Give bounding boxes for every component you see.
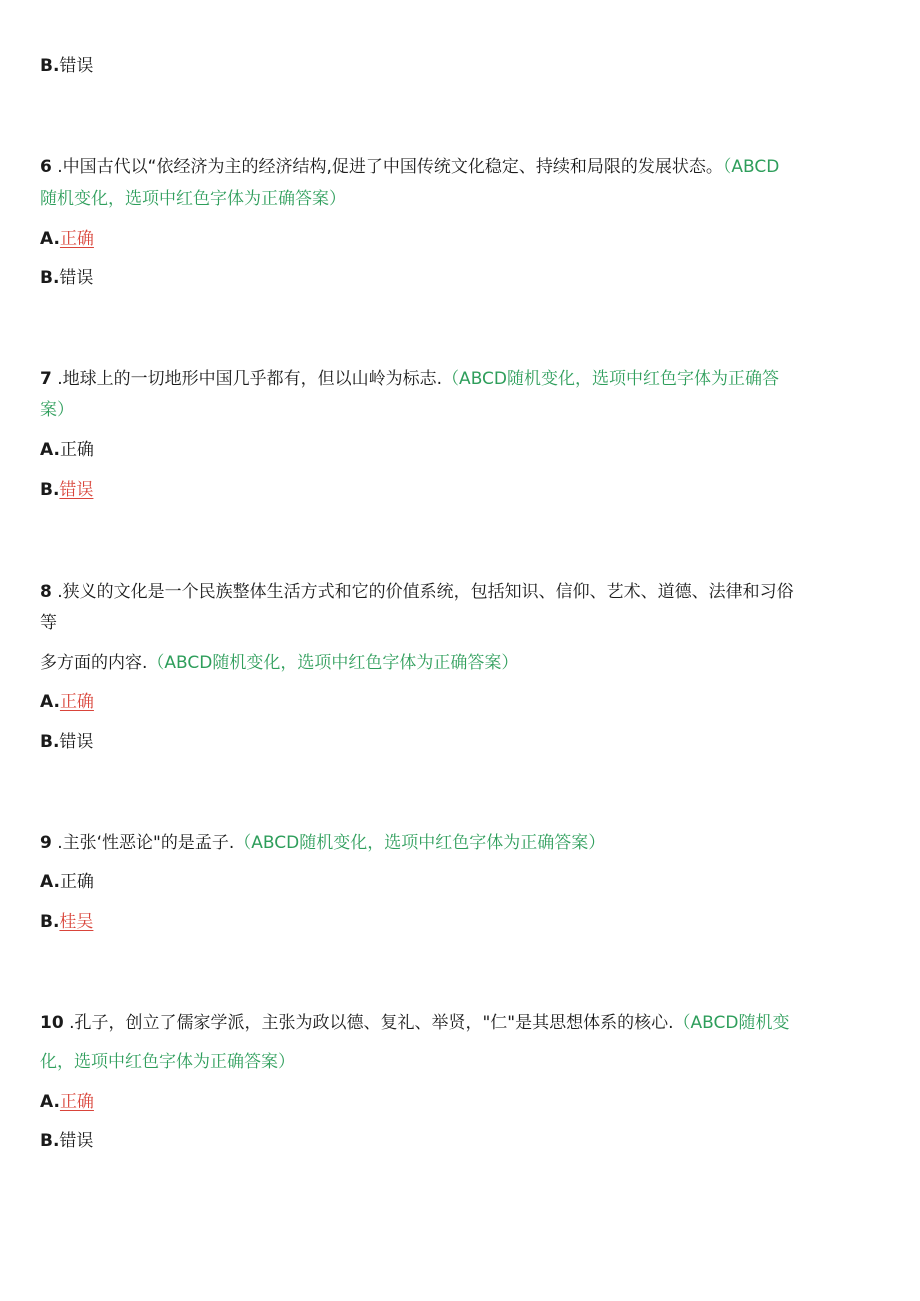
question-10-stem xyxy=(40,1011,790,1035)
question-6-stem-cont xyxy=(40,187,346,211)
answer-hint: （ABCD随机变化，选项中红色字体为正确答 xyxy=(442,369,780,389)
option-b-prev xyxy=(40,54,93,78)
question-text: .孔子，创立了儒家学派，主张为政以德、复礼、举贤，"仁"是其思想体系的核心. xyxy=(63,1013,674,1033)
question-10-stem-cont xyxy=(40,1050,295,1074)
question-7-option-b xyxy=(40,478,93,502)
question-number: 9 xyxy=(40,833,52,853)
option-letter: B. xyxy=(40,268,60,288)
question-8-option-b xyxy=(40,730,93,754)
question-8-stem-cont xyxy=(40,611,57,635)
question-7-stem xyxy=(40,367,779,391)
question-8-stem xyxy=(40,580,794,604)
answer-hint: 随机变化，选项中红色字体为正确答案） xyxy=(40,189,346,209)
answer-hint: （ABCD随机变化，选项中红色字体为正确答案） xyxy=(147,653,519,673)
answer-hint: （ABCD随机变 xyxy=(673,1013,790,1033)
option-letter: A. xyxy=(40,229,60,249)
question-text: .狭义的文化是一个民族整体生活方式和它的价值系统，包括知识、信仰、艺术、道德、法律和习俗 xyxy=(51,582,794,602)
question-6-stem xyxy=(40,155,779,179)
correct-answer: 正确 xyxy=(59,692,94,712)
option-text: 错误 xyxy=(59,732,94,752)
option-text: 错误 xyxy=(59,1131,94,1151)
option-letter: B. xyxy=(40,912,60,932)
question-9-option-a xyxy=(40,870,94,894)
answer-hint: （ABCD随机变化，选项中红色字体为正确答案） xyxy=(234,833,606,853)
correct-answer: 错误 xyxy=(59,480,94,500)
option-text: 正确 xyxy=(59,872,94,892)
option-letter: A. xyxy=(40,872,60,892)
option-letter: B. xyxy=(40,732,60,752)
option-letter: A. xyxy=(40,1092,60,1112)
question-8-stem-cont2 xyxy=(40,651,518,675)
question-number: 6 xyxy=(40,157,52,177)
correct-answer: 桂吴 xyxy=(59,912,94,932)
question-text: 等 xyxy=(40,613,57,633)
question-10-option-b xyxy=(40,1129,93,1153)
answer-hint: （ABCD xyxy=(722,157,780,177)
question-text: .中国古代以“依经济为主的经济结构,促进了中国传统文化稳定、持续和局限的发展状态。 xyxy=(51,157,723,177)
question-6-option-a xyxy=(40,227,94,251)
question-9-stem xyxy=(40,831,605,855)
question-text: 多方面的内容. xyxy=(40,653,148,673)
option-letter: B. xyxy=(40,480,60,500)
question-8-option-a xyxy=(40,690,94,714)
question-10-option-a xyxy=(40,1090,94,1114)
question-text: .地球上的一切地形中国几乎都有，但以山岭为标志. xyxy=(51,369,443,389)
answer-hint: 案） xyxy=(40,400,74,420)
correct-answer: 正确 xyxy=(59,1092,94,1112)
option-letter: A. xyxy=(40,692,60,712)
option-letter: B. xyxy=(40,1131,60,1151)
option-text: 正确 xyxy=(59,440,94,460)
correct-answer: 正确 xyxy=(59,229,94,249)
option-text: 错误 xyxy=(59,268,94,288)
question-6-option-b xyxy=(40,266,93,290)
option-letter: A. xyxy=(40,440,60,460)
question-7-option-a xyxy=(40,438,94,462)
option-letter: B. xyxy=(40,56,60,76)
option-text: 错误 xyxy=(59,56,94,76)
question-number: 8 xyxy=(40,582,52,602)
question-7-stem-cont xyxy=(40,398,74,422)
answer-hint: 化，选项中红色字体为正确答案） xyxy=(40,1052,295,1072)
question-number: 10 xyxy=(40,1013,64,1033)
question-9-option-b xyxy=(40,910,93,934)
question-number: 7 xyxy=(40,369,52,389)
question-text: .主张‘性恶论"的是孟子. xyxy=(51,833,235,853)
